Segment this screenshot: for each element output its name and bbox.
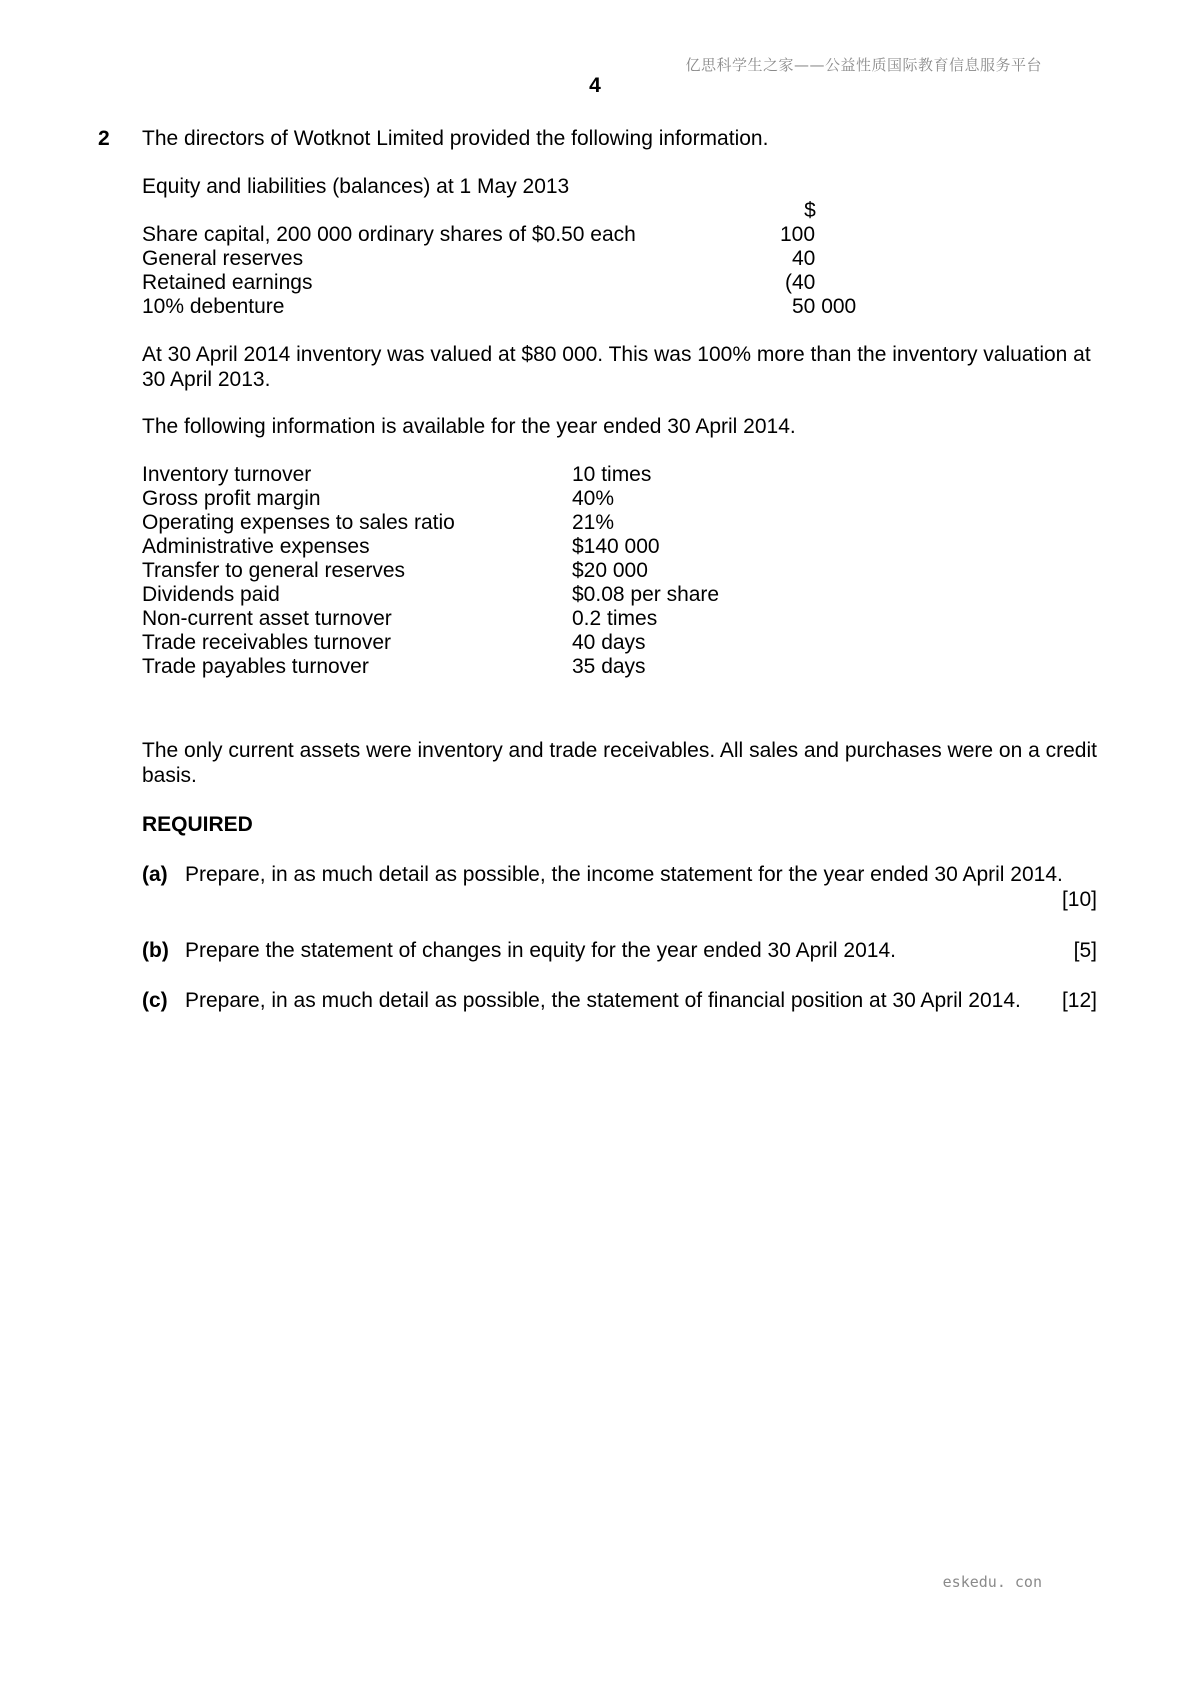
part-marks: [5] bbox=[1073, 939, 1097, 962]
ratio-label: Dividends paid bbox=[142, 583, 280, 606]
part-letter: (a) bbox=[142, 863, 168, 886]
question-intro: The directors of Wotknot Limited provided the following information. bbox=[142, 127, 769, 150]
equity-value: 50 000 bbox=[792, 295, 857, 318]
info-heading: The following information is available for the year ended 30 April 2014. bbox=[142, 415, 796, 438]
ratio-value: 21% bbox=[572, 511, 615, 534]
ratio-value: $140 000 bbox=[572, 535, 660, 558]
part-letter: (b) bbox=[142, 939, 169, 962]
ratio-value: 0.2 times bbox=[572, 607, 658, 630]
ratio-label: Trade receivables turnover bbox=[142, 631, 392, 654]
equity-heading: Equity and liabilities (balances) at 1 May 2013 bbox=[142, 175, 570, 198]
equity-value: 40 bbox=[792, 247, 816, 270]
ratio-value: $0.08 per share bbox=[572, 583, 720, 606]
equity-label: Share capital, 200 000 ordinary shares of $0.50 each bbox=[142, 223, 636, 246]
ratio-label: Administrative expenses bbox=[142, 535, 370, 558]
question-number: 2 bbox=[98, 127, 110, 150]
ratio-label: Operating expenses to sales ratio bbox=[142, 511, 455, 534]
currency-header: $ bbox=[804, 199, 816, 222]
watermark-header: 亿思科学生之家——公益性质国际教育信息服务平台 bbox=[685, 56, 1042, 74]
ratio-label: Gross profit margin bbox=[142, 487, 321, 510]
inventory-note: At 30 April 2014 inventory was valued at $80 000. This was 100% more than the inventory valuation at 30 April 2013. bbox=[142, 343, 1091, 391]
equity-label: Retained earnings bbox=[142, 271, 313, 294]
equity-label: 10% debenture bbox=[142, 295, 285, 318]
ratio-value: $20 000 bbox=[572, 559, 648, 582]
ratio-label: Transfer to general reserves bbox=[142, 559, 406, 582]
ratio-label: Non-current asset turnover bbox=[142, 607, 392, 630]
part-marks: [10] bbox=[1061, 888, 1097, 911]
required-heading: REQUIRED bbox=[142, 813, 253, 836]
equity-value: 100 bbox=[780, 223, 816, 246]
part-letter: (c) bbox=[142, 989, 168, 1012]
watermark-footer: eskedu. con bbox=[942, 1573, 1042, 1591]
equity-label: General reserves bbox=[142, 247, 304, 270]
ratio-value: 40 days bbox=[572, 631, 646, 654]
part-text: Prepare, in as much detail as possible, the statement of financial position at 30 April 2014. bbox=[185, 989, 1021, 1012]
ratio-label: Inventory turnover bbox=[142, 463, 312, 486]
part-text: Prepare, in as much detail as possible, the income statement for the year ended 30 April 2014. bbox=[185, 863, 1063, 886]
part-text: Prepare the statement of changes in equity for the year ended 30 April 2014. bbox=[185, 939, 896, 962]
current-assets-note: The only current assets were inventory and trade receivables. All sales and purchases were on a credit basis. bbox=[142, 739, 1097, 787]
ratio-value: 35 days bbox=[572, 655, 646, 678]
page-number: 4 bbox=[589, 74, 601, 97]
equity-value: (40 bbox=[785, 271, 816, 294]
ratio-label: Trade payables turnover bbox=[142, 655, 369, 678]
part-marks: [12] bbox=[1061, 989, 1097, 1012]
ratio-value: 40% bbox=[572, 487, 615, 510]
ratio-value: 10 times bbox=[572, 463, 652, 486]
